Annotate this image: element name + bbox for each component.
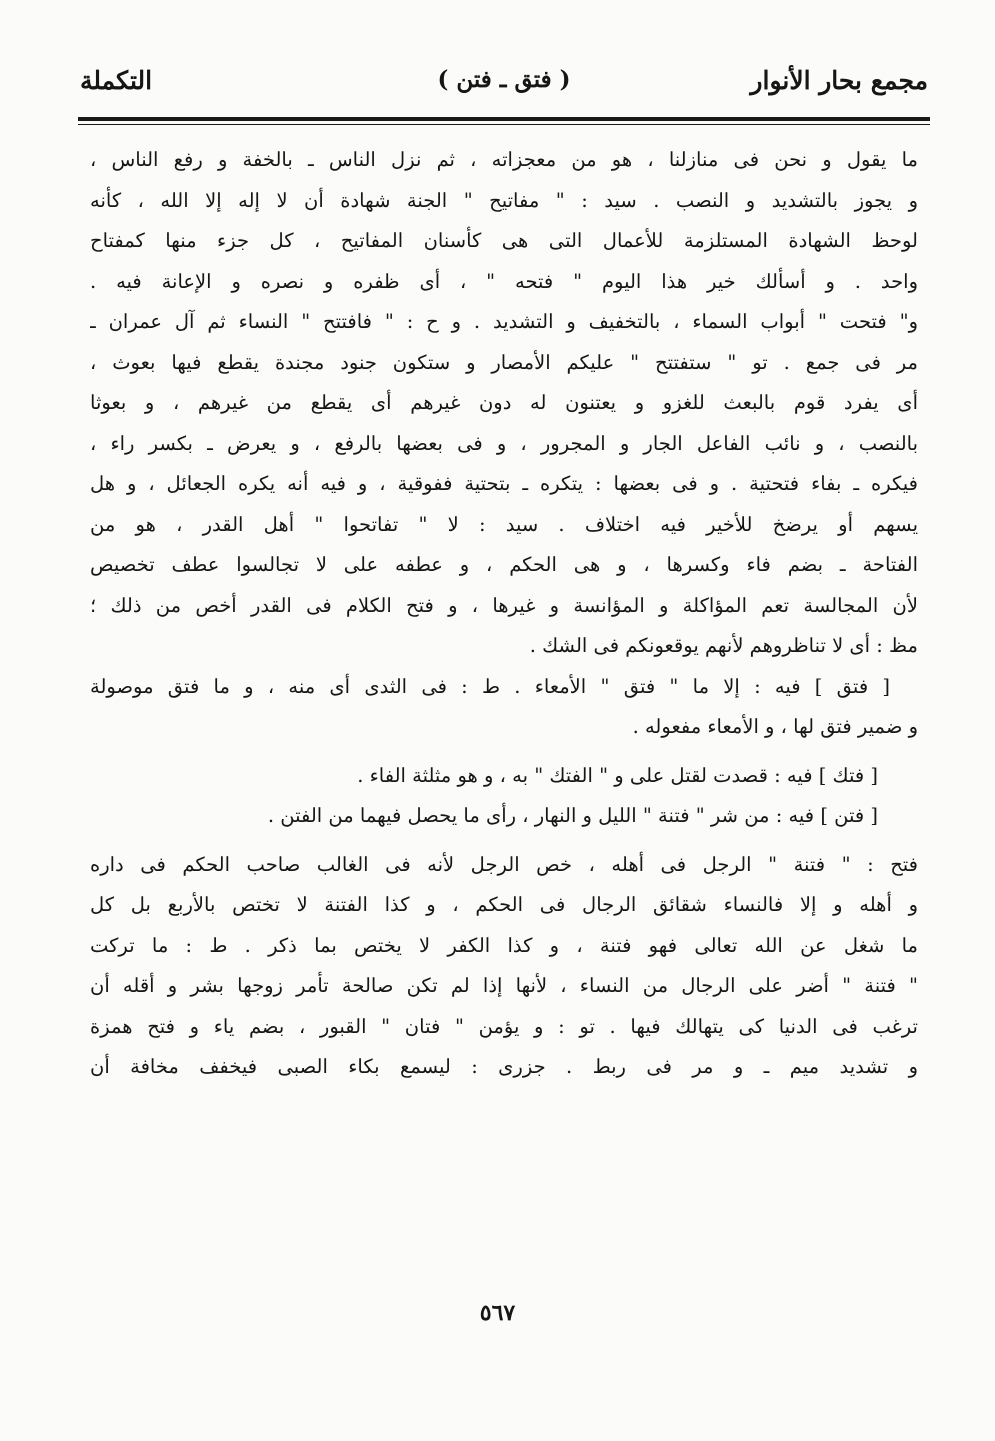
text-line: ما يقول و نحن فى منازلنا ، هو من معجزاته ، ثم نزل الناس ـ بالخفة و رفع الناس ، [90,148,918,171]
entry-range: ( فتق ـ فتن ) [437,66,571,93]
entry-line: [ فتن ] فيه : من شر " فتنة " الليل و النهار ، رأى ما يحصل فيهما من الفتن . [267,804,878,827]
text-line: و يجوز بالتشديد و النصب . سيد : " مفاتيح " الجنة شهادة أن لا إله إلا الله ، كأنه [90,188,918,212]
text-line: أى يفرد قوم بالبعث للغزو و يعتنون له دون غيرهم أى يقطع من غيرهم ، و بعوثا [90,391,918,414]
text-line: فتح : " فتنة " الرجل فى أهله ، خص الرجل لأنه فى الغالب صاحب الحكم فى داره [90,852,918,876]
text-line: بالنصب ، و نائب الفاعل الجار و المجرور ، و فى بعضها بالرفع ، و يعرض ـ بكسر راء ، [90,431,918,455]
text-line: مظ : أى لا تناظروهم لأنهم يوقعونكم فى الشك . [529,634,918,657]
text-line: و" فتحت " أبواب السماء ، بالتخفيف و التشديد . و ح : " فافتتح " النساء ثم آل عمران ـ [90,310,918,333]
text-line: و ضمير فتق لها ، و الأمعاء مفعوله . [632,715,918,738]
page-number: ٥٦٧ [479,1300,516,1326]
book-title: مجمع بحار الأنوار [750,66,928,95]
text-line: مر فى جمع . تو " ستفتتح " عليكم الأمصار و ستكون جنود مجندة يقطع فيها بعوث ، [90,350,918,374]
text-line: ما شغل عن الله تعالى فهو فتنة ، و كذا الكفر لا يختص بما ذكر . ط : ما تركت [90,933,918,957]
text-line: و تشديد ميم ـ و مر فى ربط . جزرى : ليسمع بكاء الصبى فيخفف مخافة أن [90,1055,918,1078]
header-rule-thick [78,117,930,121]
text-line: واحد . و أسألك خير هذا اليوم " فتحه " ، أى ظفره و نصره و الإعانة فيه . [90,269,918,293]
header-rule-thin [78,124,930,125]
entry-line: [ فتك ] فيه : قصدت لقتل على و " الفتك " به ، و هو مثلثة الفاء . [357,763,878,787]
text-line: يسهم أو يرضخ للأخير فيه اختلاف . سيد : لا " تفاتحوا " أهل القدر ، هو من [90,512,918,536]
text-line: لوحظ الشهادة المستلزمة للأعمال التى هى كأسنان المفاتيح ، كل جزء منها كمفتاح [90,229,918,252]
page-header [80,58,928,108]
body-text [90,140,918,1088]
text-line: الفتاحة ـ بضم فاء وكسرها ، و هى الحكم ، و عطفه على لا تجالسوا عطف تخصيص [90,553,918,576]
text-line: لأن المجالسة تعم المؤاكلة و المؤانسة و غيرها ، و فتح الكلام فى القدر أخص من ذلك ؛ [90,593,918,617]
text-line: فيكره ـ بفاء فتحتية . و فى بعضها : يتكره ـ بتحتية ففوقية ، و فيه أنه يكره الجعائل ، و هل [90,472,918,495]
section-title: التكملة [80,66,153,95]
text-line: " فتنة " أضر على الرجال من النساء ، لأنها إذا لم تكن صالحة تأمر زوجها بشر و أقله أن [90,974,918,997]
text-line: و أهله و إلا فالنساء شقائق الرجال فى الحكم ، و كذا الفتنة لا تختص بالأربع بل كل [90,893,918,916]
text-line: ترغب فى الدنيا كى يتهالك فيها . تو : و يؤمن " فتان " القبور ، بضم ياء و فتح همزة [90,1014,918,1038]
entry-line: [ فتق ] فيه : إلا ما " فتق " الأمعاء . ط : فى الثدى أى منه ، و ما فتق موصولة [90,674,890,698]
